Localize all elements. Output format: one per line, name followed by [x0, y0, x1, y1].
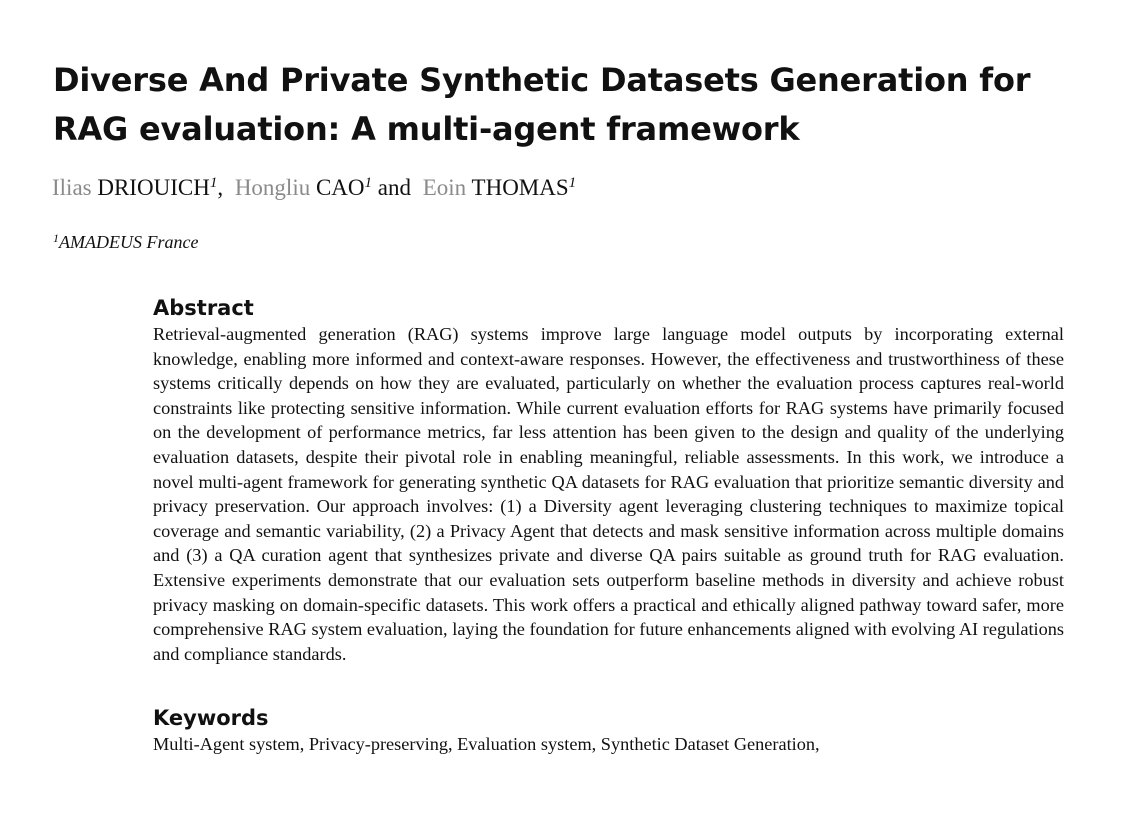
author-affiliation-mark: 1 [568, 175, 577, 191]
abstract-heading: Abstract [153, 296, 254, 320]
abstract-text: Retrieval-augmented generation (RAG) systems improve large language model outputs by incorporating external knowledge, enabling more informed and context-aware responses. However, the effectiveness and trustworthiness of these systems critically depends on how they are evaluated, particularly on whether the evaluation process captures real-world constraints like protecting sensitive information. While current evaluation efforts for RAG systems have primarily focused on the development of performance metrics, far less attention has been given to the design and quality of the underlying evaluation datasets, despite their pivotal role in enabling meaningful, reliable assessments. In this work, we introduce a novel multi-agent framework for generating synthetic QA datasets for RAG evaluation that prioritize semantic diversity and privacy preservation. Our approach involves: (1) a Diversity agent leveraging clustering techniques to maximize topical coverage and semantic variability, (2) a Privacy Agent that detects and mask sensitive information across multiple domains and (3) a QA curation agent that synthesizes private and diverse QA pairs suitable as ground truth for RAG evaluation. Extensive experiments demonstrate that our evaluation sets outperform baseline methods in diversity and achieve robust privacy masking on domain-specific datasets. This work offers a practical and ethically aligned pathway toward safer, more comprehensive RAG system evaluation, laying the foundation for future enhancements aligned with evolving AI regulations and compliance standards. [153, 324, 1064, 664]
author-3 [423, 175, 576, 200]
author-affiliation-mark: 1 [209, 175, 218, 191]
paper-title-line-2: RAG evaluation: A multi-agent framework [53, 110, 800, 148]
author-separator-and: and [377, 175, 411, 200]
affiliation-mark: 1 [53, 231, 59, 245]
author-1 [52, 175, 217, 200]
author-affiliation-mark: 1 [364, 175, 373, 191]
paper-title [53, 56, 1093, 154]
keywords-heading: Keywords [153, 706, 269, 730]
author-separator-comma: , [217, 175, 224, 200]
author-family-name: DRIOUICH [97, 175, 210, 200]
paper-title-line-1: Diverse And Private Synthetic Datasets Generation for [53, 61, 1031, 99]
affiliation-name: AMADEUS France [59, 232, 199, 252]
keywords-text: Multi-Agent system, Privacy-preserving, Evaluation system, Synthetic Dataset Generation, [153, 734, 820, 754]
author-given-name: Eoin [422, 175, 467, 200]
author-family-name: THOMAS [471, 175, 569, 200]
author-given-name: Hongliu [234, 175, 311, 200]
author-family-name: CAO [315, 175, 365, 200]
author-list [52, 173, 576, 203]
affiliation [53, 230, 198, 254]
author-given-name: Ilias [52, 175, 92, 200]
author-2 [235, 175, 372, 200]
